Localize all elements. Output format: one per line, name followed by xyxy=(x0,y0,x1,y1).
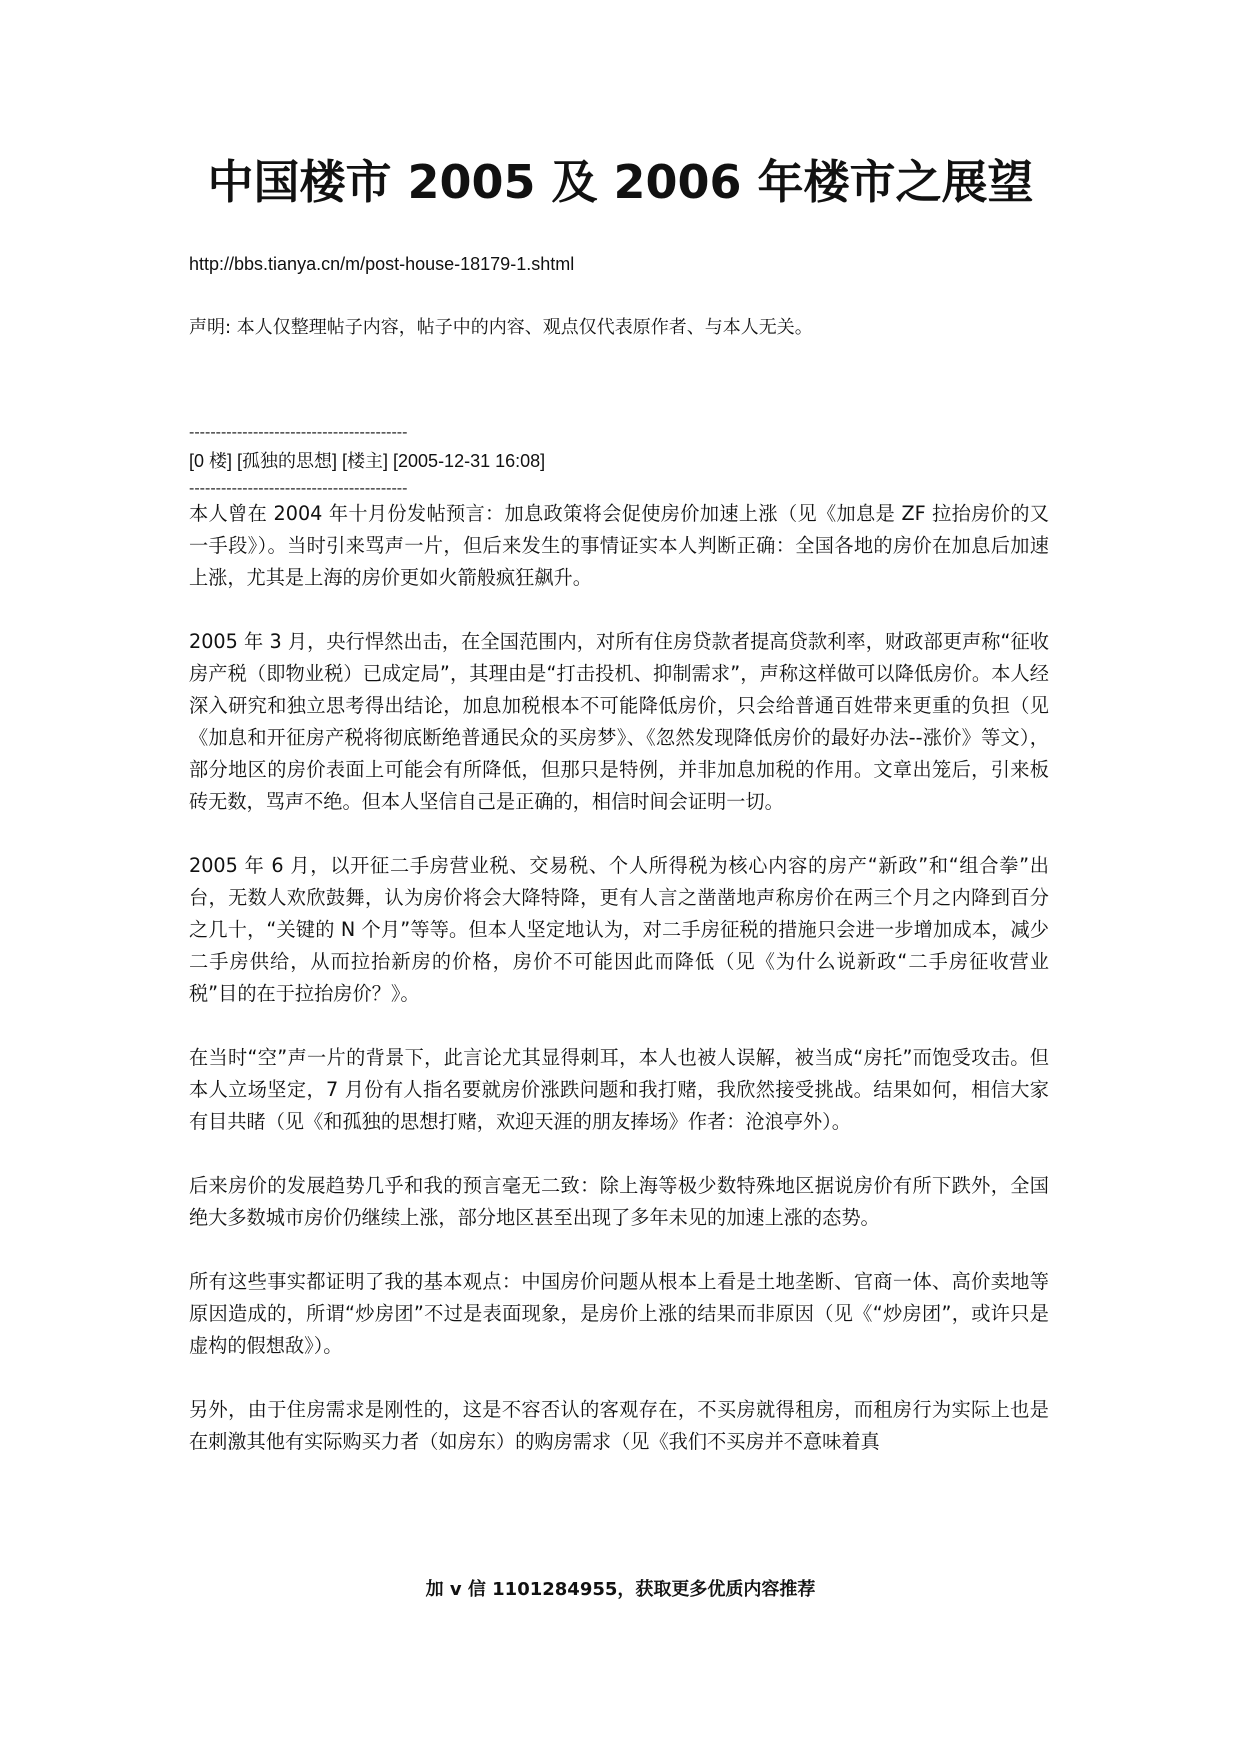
body-paragraph: 所有这些事实都证明了我的基本观点：中国房价问题从根本上看是土地垄断、官商一体、高价卖地等原因造成的，所谓“炒房团”不过是表面现象，是房价上涨的结果而非原因（见《“炒房团”，或许只是虚构的假想敌》）。 xyxy=(189,1270,1049,1357)
body-paragraph: 另外，由于住房需求是刚性的，这是不容否认的客观存在，不买房就得租房，而租房行为实际上也是在刺激其他有实际购买力者（如房东）的购房需求（见《我们不买房并不意味着真 xyxy=(189,1398,1049,1453)
document-title: 中国楼市 2005 及 2006 年楼市之展望 xyxy=(207,155,1034,209)
post-header: [0 楼] [孤独的思想] [楼主] [2005-12-31 16:08] xyxy=(189,451,546,471)
body-paragraph: 2005 年 3 月，央行悍然出击，在全国范围内，对所有住房贷款者提高贷款利率，财政部更声称“征收房产税（即物业税）已成定局”，其理由是“打击投机、抑制需求”，声称这样做可以降低房价。本人经深入研究和独立思考得出结论，加息加税根本不可能降低房价，只会给普通百姓带来更重的负担（见《加息和开征房产税将彻底断绝普通民众的买房梦》、《忽然发现降低房价的最好办法--涨价》等文），部分地区的房价表面上可能会有所降低，但那只是特例，并非加息加税的作用。文章出笼后，引来板砖无数，骂声不绝。但本人坚信自己是正确的，相信时间会证明一切。 xyxy=(189,630,1049,813)
document-body xyxy=(189,250,1049,1490)
body-paragraph: 后来房价的发展趋势几乎和我的预言毫无二致：除上海等极少数特殊地区据说房价有所下跌外，全国绝大多数城市房价仍继续上涨，部分地区甚至出现了多年未见的加速上涨的态势。 xyxy=(189,1174,1049,1229)
body-paragraph: 本人曾在 2004 年十月份发帖预言：加息政策将会促使房价加速上涨（见《加息是 ZF 拉抬房价的又一手段》）。当时引来骂声一片，但后来发生的事情证实本人判断正确：全国各地的房价在加息后加速上涨，尤其是上海的房价更如火箭般疯狂飙升。 xyxy=(189,502,1049,589)
source-url: http://bbs.tianya.cn/m/post-house-18179-1.shtml xyxy=(189,254,575,274)
declaration-text: 声明: 本人仅整理帖子内容，帖子中的内容、观点仅代表原作者、与本人无关。 xyxy=(189,317,813,338)
body-paragraph: 2005 年 6 月，以开征二手房营业税、交易税、个人所得税为核心内容的房产“新政”和“组合拳”出台，无数人欢欣鼓舞，认为房价将会大降特降，更有人言之凿凿地声称房价在两三个月之内降到百分之几十，“关键的 N 个月”等等。但本人坚定地认为，对二手房征税的措施只会进一步增加成本，减少二手房供给，从而拉抬新房的价格，房价不可能因此而降低（见《为什么说新政“二手房征收营业税”目的在于拉抬房价？》。 xyxy=(189,854,1049,1005)
separator-line: ----------------------------------------- xyxy=(189,480,408,497)
body-paragraph: 在当时“空”声一片的背景下，此言论尤其显得刺耳，本人也被人误解，被当成“房托”而饱受攻击。但本人立场坚定，7 月份有人指名要就房价涨跌问题和我打赌，我欣然接受挑战。结果如何，相信大家有目共睹（见《和孤独的思想打赌，欢迎天涯的朋友捧场》作者：沧浪亭外）。 xyxy=(189,1046,1049,1133)
separator-line: ----------------------------------------- xyxy=(189,424,408,441)
footer-promo: 加 v 信 1101284955，获取更多优质内容推荐 xyxy=(425,1579,816,1600)
